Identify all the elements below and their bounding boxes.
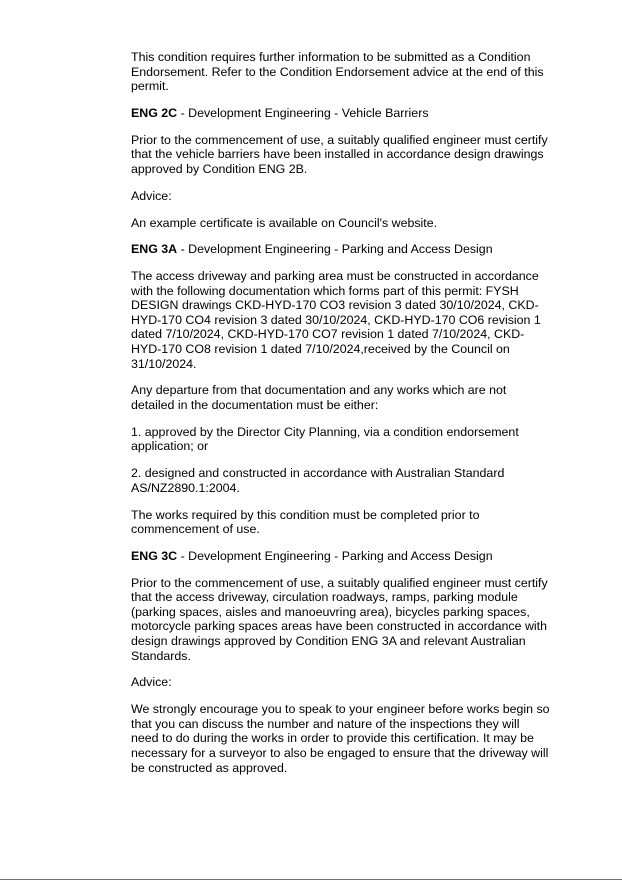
document-page <box>131 50 561 787</box>
heading-eng-3c <box>131 549 561 564</box>
eng-3a-completion: The works required by this condition must be completed prior to commencement of use. <box>131 507 480 537</box>
advice-certificate-text: An example certificate is available on Council's website. <box>131 215 438 230</box>
eng-3a-departure: Any departure from that documentation and any works which are not detailed in the documentation must be either: <box>131 383 507 412</box>
eng-3a-item-2: 2. designed and constructed in accordance with Australian Standard AS/NZ2890.1:2004. <box>131 466 505 495</box>
eng-3a-item-1: 1. approved by the Director City Planning, via a condition endorsement application; or <box>131 424 519 454</box>
heading-title: - Development Engineering - Vehicle Barriers <box>177 105 429 120</box>
advice-label: Advice: <box>131 188 172 203</box>
condition-endorsement-note: This condition requires further information to be submitted as a Condition Endorsement. Refer to the Condition Endorsement advice at the end of this permit. <box>131 50 544 94</box>
heading-title: - Development Engineering - Parking and Access Design <box>177 548 493 563</box>
heading-eng-3a <box>131 242 561 257</box>
heading-code: ENG 2C <box>131 105 178 120</box>
heading-code: ENG 3A <box>131 242 178 257</box>
advice-engineer-text: We strongly encourage you to speak to your engineer before works begin so that you can discuss the number and nature of the inspections they will need to do during the works in order to provide this certification. It may be necessary for a surveyor to also be engaged to ensure that the driveway will be constructed as approved. <box>131 702 550 775</box>
heading-title: - Development Engineering - Parking and Access Design <box>177 242 493 257</box>
eng-3a-body: The access driveway and parking area must be constructed in accordance with the following documentation which forms part of this permit: FYSH DESIGN drawings CKD-HYD-170 CO3 revision 3 dated 30/10/2024, CKD- HYD-170 CO4 revision 3 dated 30/10/2024, CKD-HYD-170 CO6 revision 1 dated 7/10/2024, CKD-HYD-170 CO7 revision 1 dated 7/10/2024, CKD- HYD-170 CO8 revision 1 dated 7/10/2024,received by the Council on 31/10/2024. <box>131 269 541 371</box>
heading-code: ENG 3C <box>131 548 178 563</box>
heading-eng-2c <box>131 106 561 121</box>
eng-3c-body: Prior to the commencement of use, a suitably qualified engineer must certify that the access driveway, circulation roadways, ramps, parking module (parking spaces, aisles and manoeuvring area), bicycles parking spaces, motorcycle parking spaces areas have been constructed in accordance with design drawings approved by Condition ENG 3A and relevant Australian Standards. <box>131 575 548 663</box>
eng-2c-body: Prior to the commencement of use, a suitably qualified engineer must certify that the vehicle barriers have been installed in accordance design drawings approved by Condition ENG 2B. <box>131 132 548 176</box>
advice-label: Advice: <box>131 675 172 690</box>
